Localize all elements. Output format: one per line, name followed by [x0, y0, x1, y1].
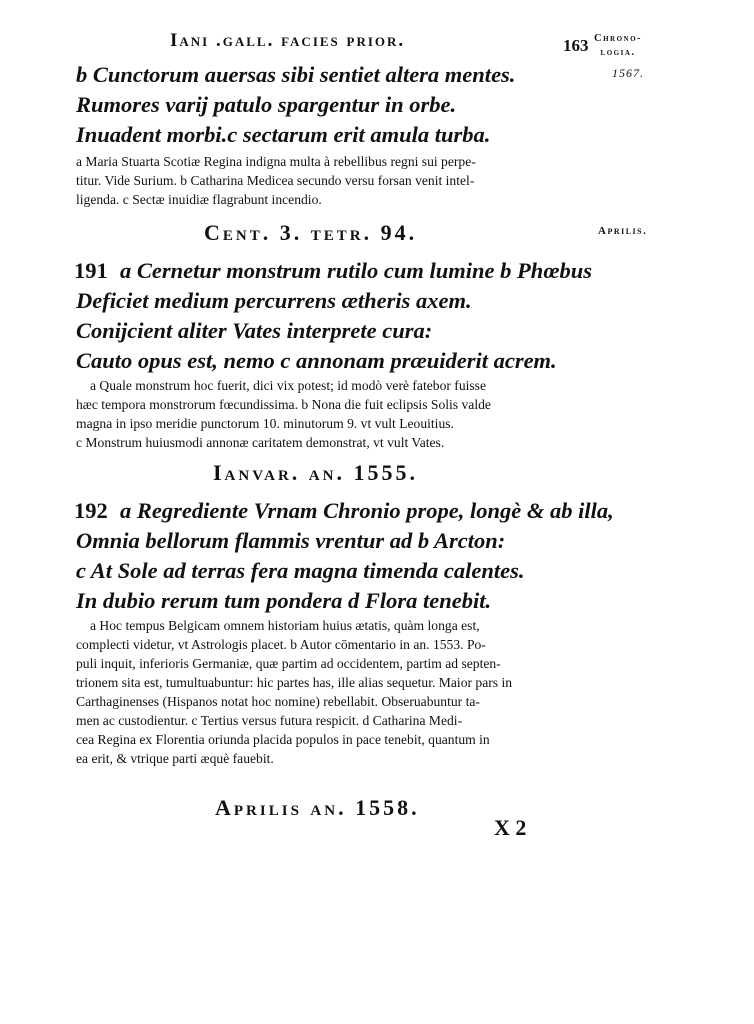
note-line: a Maria Stuarta Scotiæ Regina indigna multa à rebellibus regni sui perpe-	[76, 154, 476, 169]
note-line: ea erit, & vtrique parti æquè fauebit.	[76, 751, 274, 766]
note-line: trionem sita est, tumultuabuntur: hic partes has, ille alias sequetur. Maior pars in	[76, 675, 513, 690]
verse-line: a Cernetur monstrum rutilo cum lumine b Phœbus	[120, 258, 593, 283]
running-head: Iani .gall. facies prior.	[170, 30, 406, 51]
verse-line: Deficiet medium percurrens ætheris axem.	[76, 288, 472, 313]
signature-mark: X 2	[494, 815, 527, 840]
note-line: cea Regina ex Florentia oriunda placida populos in pace tenebit, quantum in	[76, 732, 490, 747]
note-line: c Monstrum huiusmodi annonæ caritatem demonstrat, vt vult Vates.	[76, 435, 445, 450]
verse-line: In dubio rerum tum pondera d Flora tenebit.	[76, 588, 492, 613]
margin-chrono-line-2: logia.	[600, 47, 636, 58]
section-heading: Cent. 3. tetr. 94.	[204, 220, 418, 245]
quatrain-number: 192	[74, 498, 108, 523]
note-line: Carthaginenses (Hispanos notat hoc nomine) rebellabit. Obseruabuntur ta-	[76, 694, 480, 709]
section-heading: Ianvar. an. 1555.	[213, 460, 418, 485]
section-heading: Aprilis an. 1558.	[215, 795, 420, 820]
note-line: a Hoc tempus Belgicam omnem historiam huius ætatis, quàm longa est,	[90, 618, 480, 633]
verse-line: Conijcient aliter Vates interprete cura:	[76, 318, 433, 343]
verse-line: Rumores varij patulo spargentur in orbe.	[76, 92, 457, 117]
quatrain-number: 191	[74, 258, 108, 283]
margin-chronologia	[594, 32, 642, 60]
verse-line: b Cunctorum auersas sibi sentiet altera mentes.	[76, 62, 516, 87]
margin-chrono-line-1: Chrono-	[594, 33, 643, 44]
note-line: ligenda. c Sectæ inuidiæ flagrabunt incendio.	[76, 192, 322, 207]
margin-aprilis: Aprilis.	[598, 225, 648, 237]
note-line: men ac custodientur. c Tertius versus futura respicit. d Catharina Medi-	[76, 713, 463, 728]
verse-line: Inuadent morbi.c sectarum erit amula turba.	[76, 122, 491, 147]
verse-line: Omnia bellorum flammis vrentur ad b Arcton:	[76, 528, 506, 553]
note-line: hæc tempora monstrorum fœcundissima. b Nona die fuit eclipsis Solis valde	[76, 397, 491, 412]
verse-line: Cauto opus est, nemo c annonam præuiderit acrem.	[76, 348, 557, 373]
note-line: puli inquit, inferioris Germaniæ, quæ partim ad occidentem, partim ad septen-	[76, 656, 501, 671]
note-line: complecti videtur, vt Astrologis placet. b Autor cōmentario in an. 1553. Po-	[76, 637, 486, 652]
note-line: a Quale monstrum hoc fuerit, dici vix potest; id modò verè fatebor fuisse	[90, 378, 487, 393]
margin-year: 1567.	[612, 66, 644, 80]
note-line: magna in ipso meridie punctorum 10. minutorum 9. vt vult Leouitius.	[76, 416, 454, 431]
page-number: 163	[563, 36, 589, 55]
verse-line: a Regrediente Vrnam Chronio prope, longè & ab illa,	[120, 498, 614, 523]
verse-line: c At Sole ad terras fera magna timenda calentes.	[76, 558, 525, 583]
note-line: titur. Vide Surium. b Catharina Medicea secundo versu forsan venit intel-	[76, 173, 475, 188]
